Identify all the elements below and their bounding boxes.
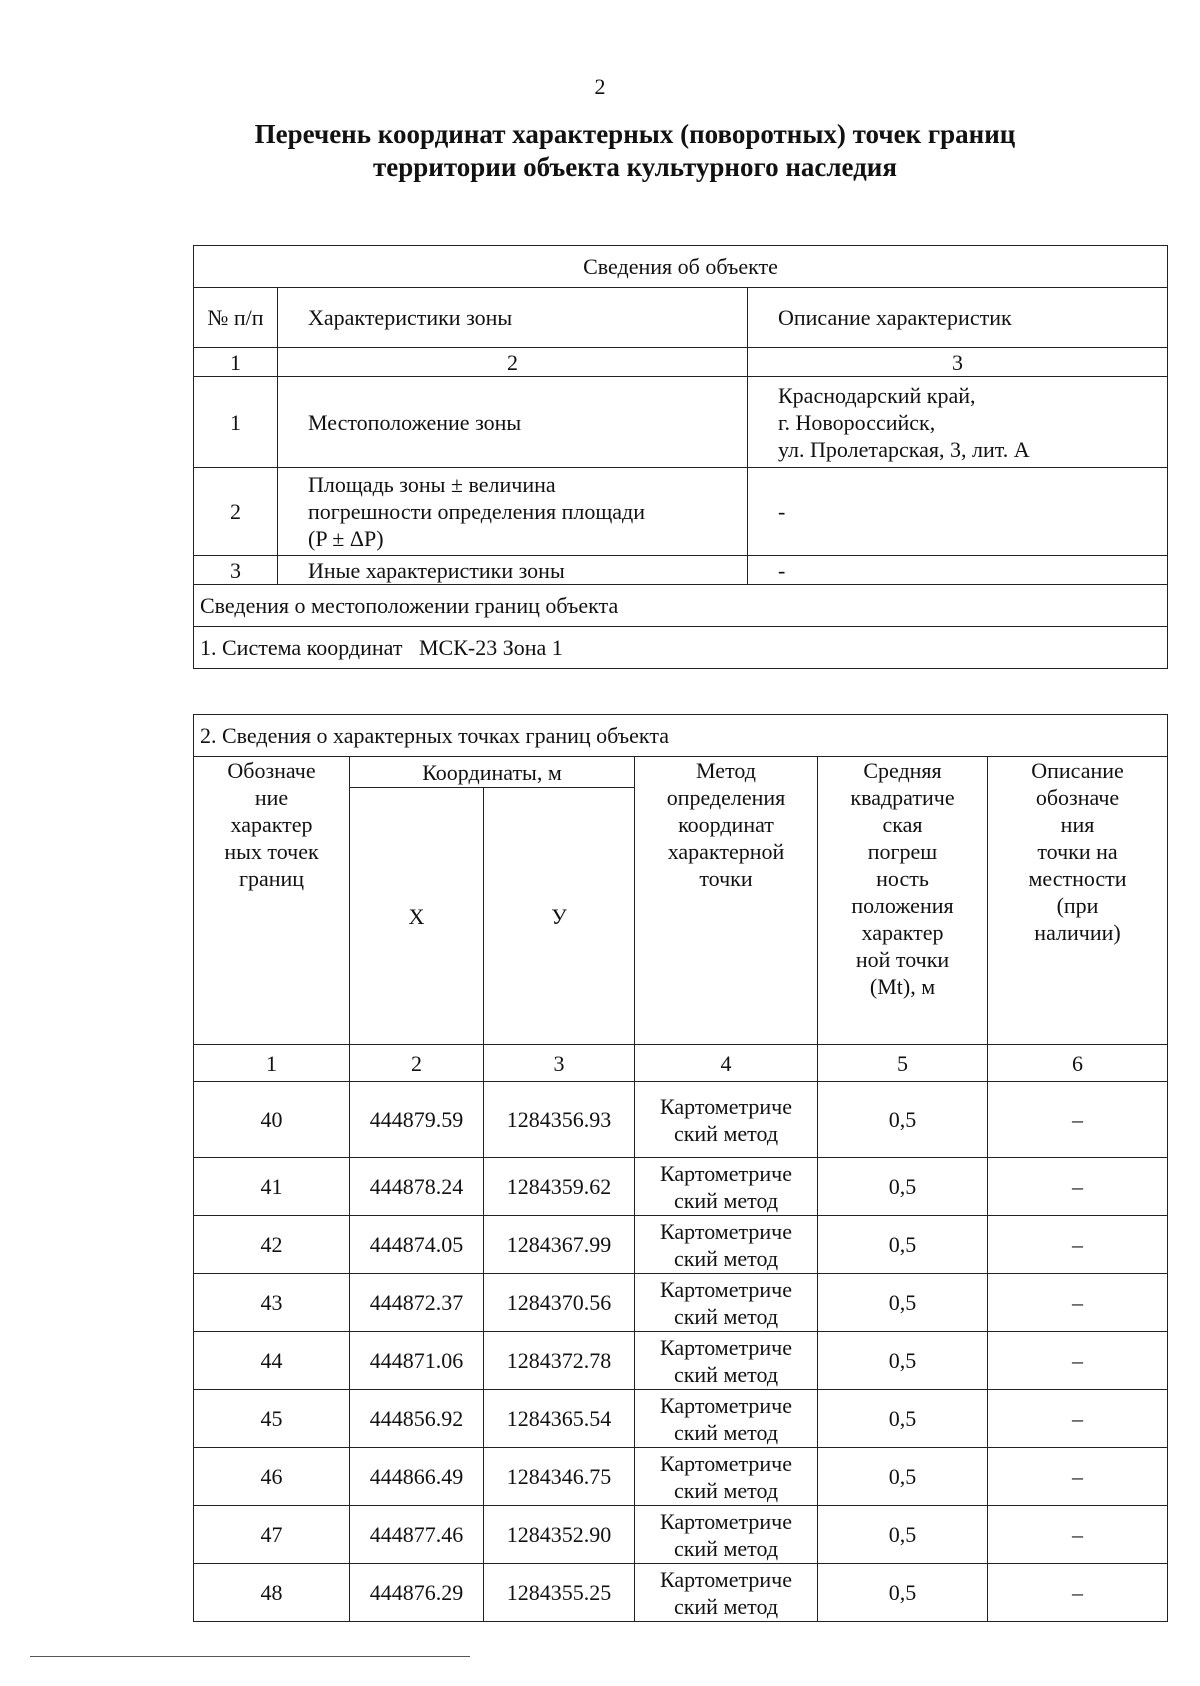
coord-system-value: МСК-23 Зона 1 xyxy=(418,635,563,660)
method-line: ский метод xyxy=(673,1361,779,1387)
table-row xyxy=(194,1082,1168,1158)
area-line: (P ± ΔP) xyxy=(308,526,384,551)
point-error: 0,5 xyxy=(818,1564,988,1622)
point-error: 0,5 xyxy=(818,1216,988,1274)
header-line: ние xyxy=(254,785,289,810)
point-x: 444872.37 xyxy=(350,1274,484,1332)
zone-location-value xyxy=(748,377,1168,468)
point-error: 0,5 xyxy=(818,1158,988,1216)
header-line: определения xyxy=(666,785,786,810)
point-id: 47 xyxy=(194,1506,350,1564)
point-x: 444866.49 xyxy=(350,1448,484,1506)
point-description: – xyxy=(988,1506,1168,1564)
point-description: – xyxy=(988,1158,1168,1216)
point-description: – xyxy=(988,1332,1168,1390)
point-method xyxy=(635,1390,818,1448)
point-y: 1284355.25 xyxy=(484,1564,635,1622)
method-line: ский метод xyxy=(673,1477,779,1503)
method-line: ский метод xyxy=(673,1120,779,1146)
header-method xyxy=(635,757,818,1045)
zone-other-label: Иные характеристики зоны xyxy=(278,556,748,585)
row-num: 1 xyxy=(194,377,278,468)
zone-location-label: Местоположение зоны xyxy=(278,377,748,468)
point-description: – xyxy=(988,1082,1168,1158)
table-row xyxy=(194,1216,1168,1274)
method-line: ский метод xyxy=(673,1303,779,1329)
area-line: Площадь зоны ± величина xyxy=(308,472,556,497)
point-error: 0,5 xyxy=(818,1506,988,1564)
header-line: положения xyxy=(851,893,954,918)
zone-other-value: - xyxy=(748,556,1168,585)
col-number: 1 xyxy=(194,1045,350,1082)
method-line: Картометриче xyxy=(660,1392,792,1418)
header-line: точки на xyxy=(1037,839,1118,864)
point-y: 1284370.56 xyxy=(484,1274,635,1332)
method-line: Картометриче xyxy=(660,1508,792,1534)
col-number: 3 xyxy=(484,1045,635,1082)
point-method xyxy=(635,1158,818,1216)
header-coords: Координаты, м xyxy=(350,757,635,788)
points-header: 2. Сведения о характерных точках границ объекта xyxy=(194,715,1168,757)
point-x: 444856.92 xyxy=(350,1390,484,1448)
col-number: 2 xyxy=(350,1045,484,1082)
object-info-table xyxy=(193,245,1168,669)
table-row xyxy=(194,1332,1168,1390)
point-x: 444876.29 xyxy=(350,1564,484,1622)
table-row xyxy=(194,1390,1168,1448)
header-line: погреш xyxy=(867,839,938,864)
point-id: 43 xyxy=(194,1274,350,1332)
header-line: координат xyxy=(678,812,774,837)
header-line: Метод xyxy=(696,758,756,783)
method-line: ский метод xyxy=(673,1419,779,1445)
point-description: – xyxy=(988,1390,1168,1448)
point-method xyxy=(635,1448,818,1506)
point-x: 444878.24 xyxy=(350,1158,484,1216)
point-y: 1284356.93 xyxy=(484,1082,635,1158)
point-y: 1284365.54 xyxy=(484,1390,635,1448)
col-header-description: Описание характеристик xyxy=(748,288,1168,348)
point-id: 42 xyxy=(194,1216,350,1274)
table-row xyxy=(194,1448,1168,1506)
row-num: 2 xyxy=(194,468,278,556)
point-y: 1284367.99 xyxy=(484,1216,635,1274)
header-line: ность xyxy=(876,866,929,891)
header-line: характер xyxy=(861,920,944,945)
table-row xyxy=(194,377,1168,468)
point-id: 40 xyxy=(194,1082,350,1158)
row-num: 3 xyxy=(194,556,278,585)
point-description: – xyxy=(988,1448,1168,1506)
col-header-characteristic: Характеристики зоны xyxy=(278,288,748,348)
title-line-2: территории объекта культурного наследия xyxy=(373,152,897,182)
point-x: 444877.46 xyxy=(350,1506,484,1564)
point-error: 0,5 xyxy=(818,1274,988,1332)
col-number: 3 xyxy=(748,348,1168,377)
col-number: 4 xyxy=(635,1045,818,1082)
header-line: (при xyxy=(1056,893,1099,918)
point-x: 444879.59 xyxy=(350,1082,484,1158)
header-line: точки xyxy=(699,866,753,891)
header-line: (Mt), м xyxy=(869,974,936,999)
point-y: 1284372.78 xyxy=(484,1332,635,1390)
header-x: X xyxy=(350,788,484,1045)
header-line: обозначе xyxy=(1035,785,1120,810)
area-line: погрешности определения площади xyxy=(308,499,646,524)
point-id: 45 xyxy=(194,1390,350,1448)
point-method xyxy=(635,1332,818,1390)
point-id: 44 xyxy=(194,1332,350,1390)
point-method xyxy=(635,1506,818,1564)
title-line-1: Перечень координат характерных (поворотных) точек границ xyxy=(254,119,1016,149)
header-line: наличии) xyxy=(1034,920,1121,945)
coord-system xyxy=(194,627,1168,669)
point-x: 444874.05 xyxy=(350,1216,484,1274)
location-line: Краснодарский край, xyxy=(778,382,976,408)
header-line: характерной xyxy=(667,839,785,864)
point-x: 444871.06 xyxy=(350,1332,484,1390)
document-title xyxy=(0,118,1200,184)
header-line: ния xyxy=(1060,812,1095,837)
header-line: Обозначе xyxy=(227,758,316,783)
method-line: ский метод xyxy=(673,1535,779,1561)
location-header: Сведения о местоположении границ объекта xyxy=(194,585,1168,627)
point-error: 0,5 xyxy=(818,1390,988,1448)
header-line: Средняя xyxy=(863,758,942,783)
table-row xyxy=(194,1564,1168,1622)
point-method xyxy=(635,1216,818,1274)
coord-system-label: 1. Система координат xyxy=(200,635,403,660)
zone-area-value: - xyxy=(748,468,1168,556)
point-id: 46 xyxy=(194,1448,350,1506)
point-error: 0,5 xyxy=(818,1332,988,1390)
header-line: ская xyxy=(882,812,923,837)
header-line: ных точек xyxy=(224,839,319,864)
header-point-name xyxy=(194,757,350,1045)
point-id: 48 xyxy=(194,1564,350,1622)
header-error xyxy=(818,757,988,1045)
point-y: 1284346.75 xyxy=(484,1448,635,1506)
location-line: г. Новороссийск, xyxy=(778,409,936,435)
col-number: 1 xyxy=(194,348,278,377)
table-row xyxy=(194,468,1168,556)
method-line: ский метод xyxy=(673,1245,779,1271)
header-line: местности xyxy=(1028,866,1127,891)
header-y: У xyxy=(484,788,635,1045)
table-row xyxy=(194,1158,1168,1216)
footer-rule xyxy=(30,1656,470,1657)
header-line: характер xyxy=(230,812,313,837)
point-description: – xyxy=(988,1564,1168,1622)
method-line: ский метод xyxy=(673,1187,779,1213)
point-y: 1284352.90 xyxy=(484,1506,635,1564)
point-id: 41 xyxy=(194,1158,350,1216)
table-row xyxy=(194,556,1168,585)
method-line: Картометриче xyxy=(660,1093,792,1119)
col-number: 2 xyxy=(278,348,748,377)
method-line: Картометриче xyxy=(660,1276,792,1302)
point-error: 0,5 xyxy=(818,1082,988,1158)
object-info-header: Сведения об объекте xyxy=(194,246,1168,288)
location-line: ул. Пролетарская, 3, лит. А xyxy=(778,436,1030,462)
header-line: ной точки xyxy=(855,947,950,972)
point-method xyxy=(635,1082,818,1158)
method-line: Картометриче xyxy=(660,1218,792,1244)
point-method xyxy=(635,1274,818,1332)
page-number: 2 xyxy=(594,74,606,99)
col-header-num: № п/п xyxy=(194,288,278,348)
table-row xyxy=(194,1274,1168,1332)
method-line: Картометриче xyxy=(660,1334,792,1360)
header-description xyxy=(988,757,1168,1045)
method-line: Картометриче xyxy=(660,1566,792,1592)
point-description: – xyxy=(988,1274,1168,1332)
method-line: ский метод xyxy=(673,1593,779,1619)
point-error: 0,5 xyxy=(818,1448,988,1506)
col-number: 5 xyxy=(818,1045,988,1082)
header-line: квадратиче xyxy=(850,785,955,810)
col-number: 6 xyxy=(988,1045,1168,1082)
point-description: – xyxy=(988,1216,1168,1274)
method-line: Картометриче xyxy=(660,1160,792,1186)
point-method xyxy=(635,1564,818,1622)
header-line: границ xyxy=(238,866,305,891)
method-line: Картометриче xyxy=(660,1450,792,1476)
zone-area-label xyxy=(278,468,748,556)
table-row xyxy=(194,1506,1168,1564)
header-line: Описание xyxy=(1031,758,1124,783)
points-table xyxy=(193,714,1168,1622)
point-y: 1284359.62 xyxy=(484,1158,635,1216)
